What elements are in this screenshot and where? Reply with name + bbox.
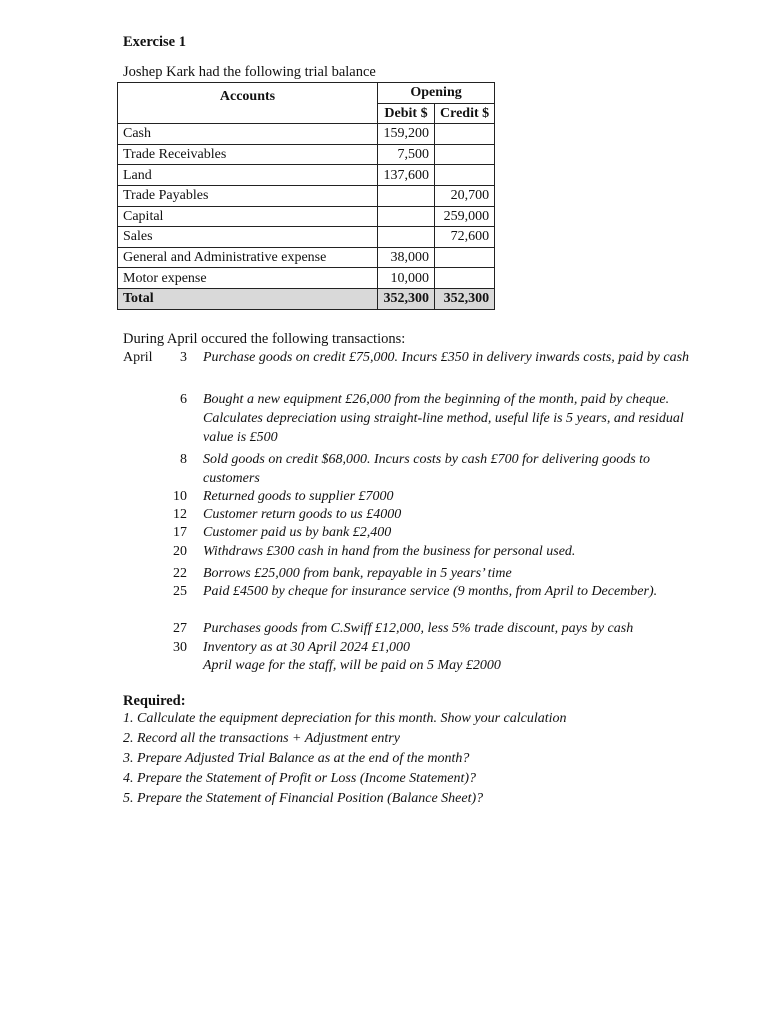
debit-cell: 38,000 [378, 247, 435, 268]
transaction-day: 20 [173, 544, 187, 559]
credit-cell [435, 268, 495, 289]
transaction-day: 10 [173, 489, 187, 504]
transaction-day: 12 [173, 507, 187, 522]
table-row [118, 227, 495, 248]
required-title: Required: [123, 693, 186, 709]
required-item: 5. Prepare the Statement of Financial Position (Balance Sheet)? [123, 791, 484, 806]
debit-cell [378, 227, 435, 248]
table-row [118, 144, 495, 165]
required-item: 3. Prepare Adjusted Trial Balance as at the end of the month? [123, 751, 470, 766]
credit-cell: 72,600 [435, 227, 495, 248]
table-row [118, 124, 495, 145]
transaction-description: Borrows £25,000 from bank, repayable in 5 years’ time [203, 566, 512, 581]
debit-cell: 137,600 [378, 165, 435, 186]
debit-cell: 7,500 [378, 144, 435, 165]
credit-cell [435, 124, 495, 145]
required-item: 1. Callculate the equipment depreciation for this month. Show your calculation [123, 711, 567, 726]
required-item: 2. Record all the transactions + Adjustment entry [123, 731, 400, 746]
credit-cell: 259,000 [435, 206, 495, 227]
transaction-description: Returned goods to supplier £7000 [203, 489, 394, 504]
table-row [118, 165, 495, 186]
table-total-row [118, 288, 495, 309]
transaction-day: 3 [180, 350, 187, 365]
intro-text: Joshep Kark had the following trial balance [123, 64, 376, 80]
credit-cell [435, 144, 495, 165]
header-debit: Debit $ [378, 103, 435, 124]
transaction-description: Sold goods on credit $68,000. Incurs costs by cash £700 for delivering goods to customers [203, 452, 651, 486]
credit-cell [435, 165, 495, 186]
transaction-day: 8 [180, 452, 187, 467]
trial-balance-table [117, 82, 495, 310]
account-cell: Trade Receivables [118, 144, 378, 165]
transaction-description: Inventory as at 30 April 2024 £1,000 [203, 640, 411, 655]
transaction-day: 22 [173, 566, 187, 581]
exercise-title: Exercise 1 [123, 34, 186, 50]
transaction-month: April [123, 350, 153, 365]
debit-cell: 159,200 [378, 124, 435, 145]
required-item: 4. Prepare the Statement of Profit or Loss (Income Statement)? [123, 771, 477, 786]
account-cell: General and Administrative expense [118, 247, 378, 268]
transaction-description: Purchases goods from C.Swiff £12,000, less 5% trade discount, pays by cash [203, 621, 634, 636]
table-row [118, 206, 495, 227]
account-cell: Motor expense [118, 268, 378, 289]
debit-cell: 10,000 [378, 268, 435, 289]
table-row [118, 185, 495, 206]
transaction-description: Customer paid us by bank £2,400 [203, 525, 392, 540]
total-label: Total [118, 288, 378, 309]
header-credit: Credit $ [435, 103, 495, 124]
transaction-description: April wage for the staff, will be paid on 5 May £2000 [203, 658, 501, 673]
debit-cell [378, 185, 435, 206]
debit-cell [378, 206, 435, 227]
account-cell: Sales [118, 227, 378, 248]
table-row [118, 247, 495, 268]
header-accounts: Accounts [118, 83, 378, 124]
transaction-description: Customer return goods to us £4000 [203, 507, 402, 522]
transaction-description: Withdraws £300 cash in hand from the business for personal used. [203, 544, 576, 559]
header-opening: Opening [378, 83, 495, 104]
account-cell: Trade Payables [118, 185, 378, 206]
total-credit: 352,300 [435, 288, 495, 309]
transaction-day: 17 [173, 525, 187, 540]
transaction-description: Paid £4500 by cheque for insurance service (9 months, from April to December). [203, 584, 658, 599]
table-row [118, 268, 495, 289]
transactions-intro: During April occured the following transactions: [123, 331, 406, 347]
credit-cell: 20,700 [435, 185, 495, 206]
transaction-day: 6 [180, 392, 187, 407]
transaction-day: 30 [173, 640, 187, 655]
transaction-day: 25 [173, 584, 187, 599]
total-debit: 352,300 [378, 288, 435, 309]
transaction-description: Purchase goods on credit £75,000. Incurs £350 in delivery inwards costs, paid by cash [203, 350, 690, 365]
credit-cell [435, 247, 495, 268]
account-cell: Cash [118, 124, 378, 145]
account-cell: Capital [118, 206, 378, 227]
transaction-description: Bought a new equipment £26,000 from the beginning of the month, paid by cheque. Calculates depreciation using straight-line method, useful life is 5 years, and residual value is £500 [203, 392, 684, 445]
account-cell: Land [118, 165, 378, 186]
transaction-day: 27 [173, 621, 187, 636]
